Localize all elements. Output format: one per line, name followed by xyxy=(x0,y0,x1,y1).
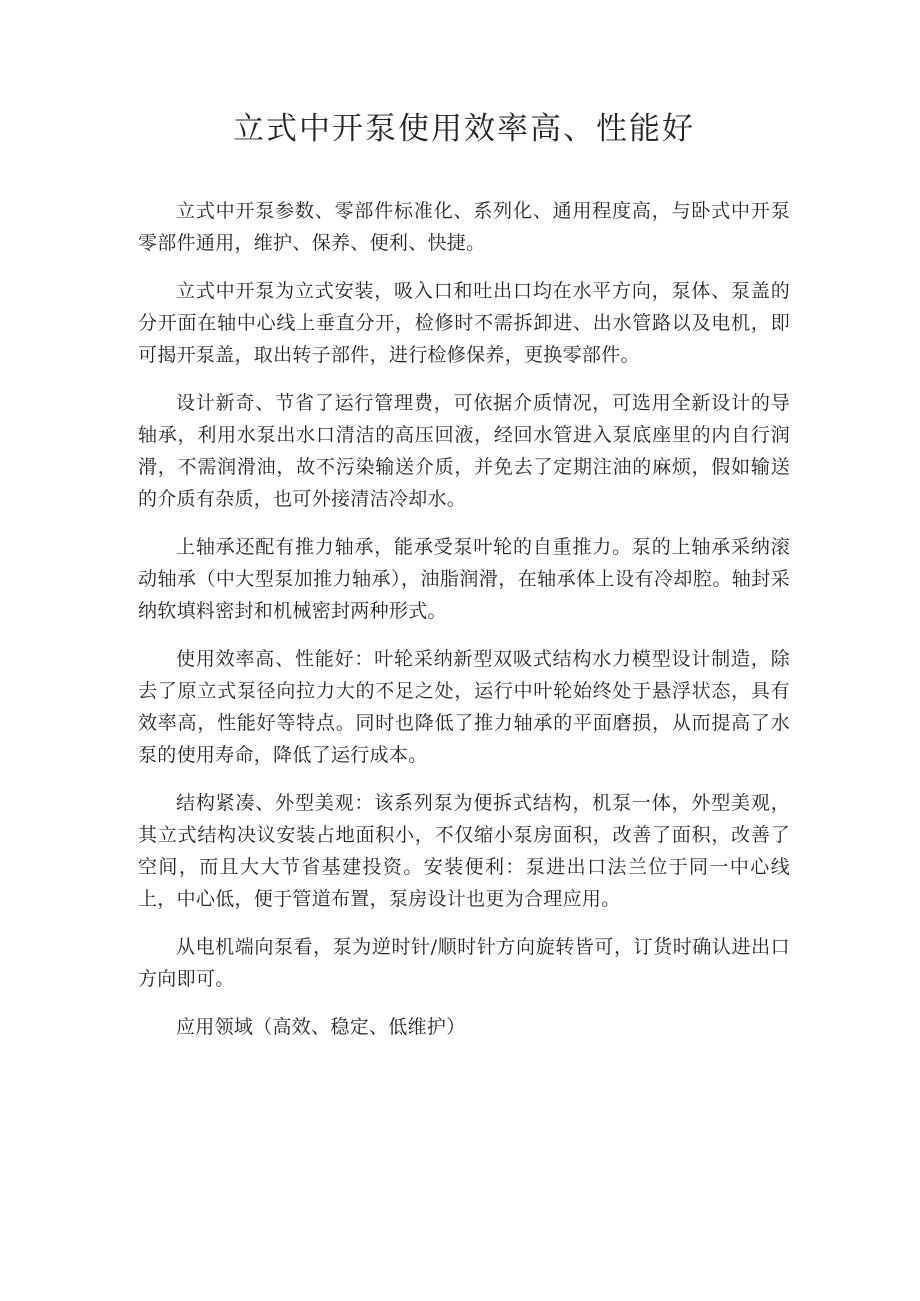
paragraph-standardization: 立式中开泵参数、零部件标准化、系列化、通用程度高，与卧式中开泵零部件通用，维护、保养、便利、快捷。 xyxy=(138,200,790,254)
paragraph-lubrication: 设计新奇、节省了运行管理费，可依据介质情况，可选用全新设计的导轴承，利用水泵出水口清洁的高压回液，经回水管进入泵底座里的内自行润滑，不需润滑油，故不污染输送介质，并免去了定期注油的麻烦，假如输送的介质有杂质，也可外接清洁冷却水。 xyxy=(138,392,790,510)
paragraph-rotation: 从电机端向泵看，泵为逆时针/顺时针方向旋转皆可，订货时确认进出口方向即可。 xyxy=(138,936,790,990)
paragraph-structure: 结构紧凑、外型美观：该系列泵为便拆式结构，机泵一体，外型美观，其立式结构决议安装占地面积小，不仅缩小泵房面积，改善了面积，改善了空间，而且大大节省基建投资。安装便利：泵进出口法兰位于同一中心线上，中心低，便于管道布置，泵房设计也更为合理应用。 xyxy=(138,792,790,910)
paragraph-efficiency: 使用效率高、性能好：叶轮采纳新型双吸式结构水力模型设计制造，除去了原立式泵径向拉力大的不足之处，运行中叶轮始终处于悬浮状态，具有效率高，性能好等特点。同时也降低了推力轴承的平面磨损，从而提高了水泵的使用寿命，降低了运行成本。 xyxy=(138,648,790,766)
paragraph-installation: 立式中开泵为立式安装，吸入口和吐出口均在水平方向，泵体、泵盖的分开面在轴中心线上垂直分开，检修时不需拆卸进、出水管路以及电机，即可揭开泵盖，取出转子部件，进行检修保养，更换零部件。 xyxy=(138,280,790,366)
document-title: 立式中开泵使用效率高、性能好 xyxy=(233,111,695,147)
paragraph-bearing: 上轴承还配有推力轴承，能承受泵叶轮的自重推力。泵的上轴承采纳滚动轴承（中大型泵加推力轴承），油脂润滑，在轴承体上设有冷却腔。轴封采纳软填料密封和机械密封两种形式。 xyxy=(138,536,790,622)
paragraph-application: 应用领域（高效、稳定、低维护） xyxy=(176,1016,466,1038)
